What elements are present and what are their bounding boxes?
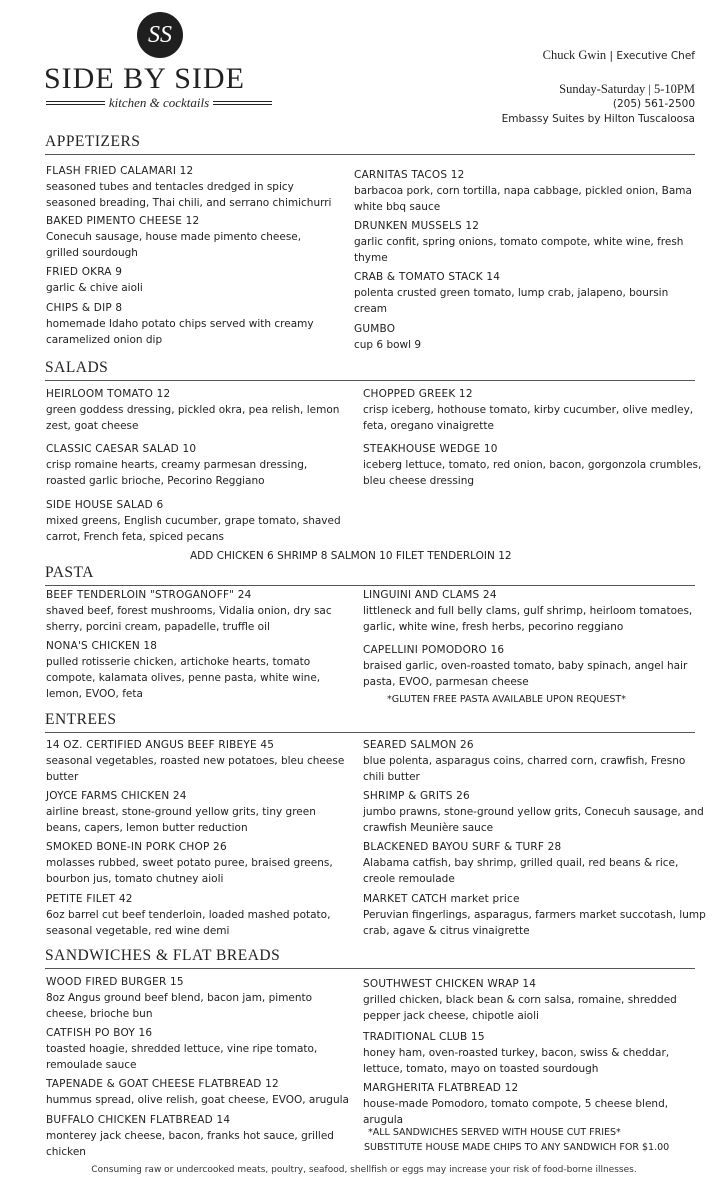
menu-item [363, 737, 708, 785]
menu-item [46, 441, 346, 489]
item-name: SOUTHWEST CHICKEN WRAP 14 [363, 978, 537, 990]
menu-item [363, 839, 708, 887]
item-name: CRAB & TOMATO STACK 14 [354, 271, 501, 283]
item-name: LINGUINI AND CLAMS 24 [363, 589, 497, 601]
logo-rule-right [213, 101, 272, 105]
section-sandwiches: SANDWICHES & FLAT BREADS [45, 947, 695, 969]
item-description: garlic & chive aioli [46, 282, 143, 294]
item-description: pulled rotisserie chicken, artichoke hearts, tomato compote, kalamata olives, penne pasta, white wine, lemon, EVOO, feta [46, 656, 321, 700]
logo-title: SIDE BY SIDE [44, 62, 245, 95]
item-description: homemade Idaho potato chips served with creamy caramelized onion dip [46, 318, 314, 346]
logo-subtitle-row [46, 96, 272, 110]
menu-item [363, 1080, 703, 1128]
item-name: STEAKHOUSE WEDGE 10 [363, 443, 498, 455]
menu-item [46, 974, 346, 1022]
gluten-free-note: *GLUTEN FREE PASTA AVAILABLE UPON REQUEST* [387, 694, 626, 705]
item-description: jumbo prawns, stone-ground yellow grits, Conecuh sausage, and crawfish Meunière sauce [363, 806, 704, 834]
item-name: HEIRLOOM TOMATO 12 [46, 388, 171, 400]
menu-item [46, 386, 346, 434]
item-description: crisp iceberg, hothouse tomato, kirby cucumber, olive medley, feta, oregano vinaigrette [363, 404, 694, 432]
menu-item [363, 386, 703, 434]
item-description: barbacoa pork, corn tortilla, napa cabbage, pickled onion, Bama white bbq sauce [354, 185, 692, 213]
menu-item [46, 1112, 346, 1160]
menu-item [46, 497, 346, 545]
section-pasta: PASTA [45, 564, 695, 586]
menu-item [46, 1025, 346, 1073]
item-name: FRIED OKRA 9 [46, 266, 123, 278]
chef-line: Chuck Gwin | Executive Chef [542, 48, 695, 62]
hours-text: Sunday-Saturday | 5-10PM [559, 82, 695, 96]
item-description: polenta crusted green tomato, lump crab, jalapeno, boursin cream [354, 287, 669, 315]
item-description: cup 6 bowl 9 [354, 339, 422, 351]
item-name: BAKED PIMENTO CHEESE 12 [46, 215, 200, 227]
section-entrees: ENTREES [45, 711, 695, 733]
item-name: FLASH FRIED CALAMARI 12 [46, 165, 194, 177]
item-name: GUMBO [354, 323, 396, 335]
item-description: airline breast, stone-ground yellow grits, tiny green beans, capers, lemon butter reduction [46, 806, 316, 834]
menu-item [363, 788, 708, 836]
health-disclaimer: Consuming raw or undercooked meats, poultry, seafood, shellfish or eggs may increase your risk of food-borne illnesses. [91, 1165, 637, 1175]
item-description: seasoned tubes and tentacles dredged in spicy seasoned breading, Thai chili, and serrano chimichurri [46, 181, 332, 209]
item-description: shaved beef, forest mushrooms, Vidalia onion, dry sac sherry, porcini cream, papadelle, truffle oil [46, 605, 332, 633]
item-description: iceberg lettuce, tomato, red onion, bacon, gorgonzola crumbles, bleu cheese dressing [363, 459, 702, 487]
menu-item [363, 441, 703, 489]
item-name: SIDE HOUSE SALAD 6 [46, 499, 164, 511]
menu-item [46, 638, 346, 702]
menu-item [46, 788, 346, 836]
item-name: CHOPPED GREEK 12 [363, 388, 473, 400]
item-name: NONA'S CHICKEN 18 [46, 640, 158, 652]
item-name: BEEF TENDERLOIN "STROGANOFF" 24 [46, 589, 252, 601]
logo-mark [137, 12, 183, 58]
logo-rule-left [46, 101, 105, 105]
item-name: SMOKED BONE-IN PORK CHOP 26 [46, 841, 227, 853]
menu-item [363, 1029, 703, 1077]
menu-item [46, 213, 336, 261]
item-description: green goddess dressing, pickled okra, pea relish, lemon zest, goat cheese [46, 404, 340, 432]
item-name: PETITE FILET 42 [46, 893, 133, 905]
item-name: CHIPS & DIP 8 [46, 302, 123, 314]
menu-item [363, 976, 703, 1024]
item-description: mixed greens, English cucumber, grape tomato, shaved carrot, French feta, spiced pecans [46, 515, 341, 543]
item-description: molasses rubbed, sweet potato puree, braised greens, bourbon jus, tomato chutney aioli [46, 857, 333, 885]
item-name: BLACKENED BAYOU SURF & TURF 28 [363, 841, 562, 853]
item-name: TAPENADE & GOAT CHEESE FLATBREAD 12 [46, 1078, 279, 1090]
item-description: braised garlic, oven-roasted tomato, baby spinach, angel hair pasta, EVOO, parmesan cheese [363, 660, 688, 688]
item-name: CLASSIC CAESAR SALAD 10 [46, 443, 197, 455]
item-description: house-made Pomodoro, tomato compote, 5 cheese blend, arugula [363, 1098, 669, 1126]
item-name: JOYCE FARMS CHICKEN 24 [46, 790, 187, 802]
item-name: CATFISH PO BOY 16 [46, 1027, 153, 1039]
item-name: BUFFALO CHICKEN FLATBREAD 14 [46, 1114, 231, 1126]
menu-item [46, 891, 346, 939]
item-description: blue polenta, asparagus coins, charred corn, crawfish, Fresno chili butter [363, 755, 686, 783]
menu-item [46, 163, 336, 211]
item-description: 8oz Angus ground beef blend, bacon jam, pimento cheese, brioche bun [46, 992, 313, 1020]
menu-item [46, 737, 346, 785]
phone: (205) 561-2500 [612, 98, 695, 110]
item-description: hummus spread, olive relish, goat cheese, EVOO, arugula [46, 1094, 349, 1106]
item-description: garlic confit, spring onions, tomato compote, white wine, fresh thyme [354, 236, 684, 264]
item-description: Alabama catfish, bay shrimp, grilled quail, red beans & rice, creole remoulade [363, 857, 679, 885]
item-name: TRADITIONAL CLUB 15 [363, 1031, 485, 1043]
menu-item [46, 1076, 366, 1108]
section-appetizers: APPETIZERS [45, 133, 695, 155]
item-name: CARNITAS TACOS 12 [354, 169, 465, 181]
item-name: WOOD FIRED BURGER 15 [46, 976, 184, 988]
item-name: SEARED SALMON 26 [363, 739, 474, 751]
item-name: 14 OZ. CERTIFIED ANGUS BEEF RIBEYE 45 [46, 739, 275, 751]
menu-item [363, 587, 703, 635]
hours [559, 82, 695, 97]
menu-item [46, 839, 346, 887]
salad-addons: ADD CHICKEN 6 SHRIMP 8 SALMON 10 FILET TENDERLOIN 12 [190, 550, 512, 562]
item-description: littleneck and full belly clams, gulf shrimp, heirloom tomatoes, garlic, white wine, fresh herbs, pecorino reggiano [363, 605, 693, 633]
menu-item [363, 642, 703, 690]
item-description: honey ham, oven-roasted turkey, bacon, swiss & cheddar, lettuce, tomato, mayo on toasted sourdough [363, 1047, 670, 1075]
item-description: toasted hoagie, shredded lettuce, vine ripe tomato, remoulade sauce [46, 1043, 318, 1071]
item-description: seasonal vegetables, roasted new potatoes, bleu cheese butter [46, 755, 345, 783]
menu-item [354, 321, 694, 353]
item-name: MARGHERITA FLATBREAD 12 [363, 1082, 519, 1094]
menu-item [354, 218, 694, 266]
item-name: MARKET CATCH market price [363, 893, 520, 905]
menu-item [46, 264, 336, 296]
sandwich-chips-note: SUBSTITUTE HOUSE MADE CHIPS TO ANY SANDWICH FOR $1.00 [364, 1142, 670, 1153]
item-description: crisp romaine hearts, creamy parmesan dressing, roasted garlic brioche, Pecorino Reggiano [46, 459, 308, 487]
menu-item [363, 891, 708, 939]
logo-mark-text: SS [148, 21, 172, 48]
item-name: DRUNKEN MUSSELS 12 [354, 220, 480, 232]
menu-item [46, 300, 336, 348]
chef-title: Executive Chef [616, 50, 695, 62]
item-description: grilled chicken, black bean & corn salsa, romaine, shredded pepper jack cheese, chipotle aioli [363, 994, 677, 1022]
menu-item [354, 167, 694, 215]
section-salads: SALADS [45, 359, 695, 381]
item-description: 6oz barrel cut beef tenderloin, loaded mashed potato, seasonal vegetable, red wine demi [46, 909, 331, 937]
item-name: SHRIMP & GRITS 26 [363, 790, 470, 802]
item-name: CAPELLINI POMODORO 16 [363, 644, 505, 656]
item-description: Conecuh sausage, house made pimento cheese, grilled sourdough [46, 231, 302, 259]
item-description: Peruvian fingerlings, asparagus, farmers market succotash, lump crab, agave & citrus vinaigrette [363, 909, 706, 937]
sandwich-fries-note: *ALL SANDWICHES SERVED WITH HOUSE CUT FRIES* [368, 1127, 621, 1138]
item-description: monterey jack cheese, bacon, franks hot sauce, grilled chicken [46, 1130, 334, 1158]
menu-item [46, 587, 346, 635]
location: Embassy Suites by Hilton Tuscaloosa [501, 113, 695, 125]
logo-subtitle: kitchen & cocktails [108, 95, 210, 110]
menu-item [354, 269, 694, 317]
chef-name: Chuck Gwin [542, 48, 607, 62]
